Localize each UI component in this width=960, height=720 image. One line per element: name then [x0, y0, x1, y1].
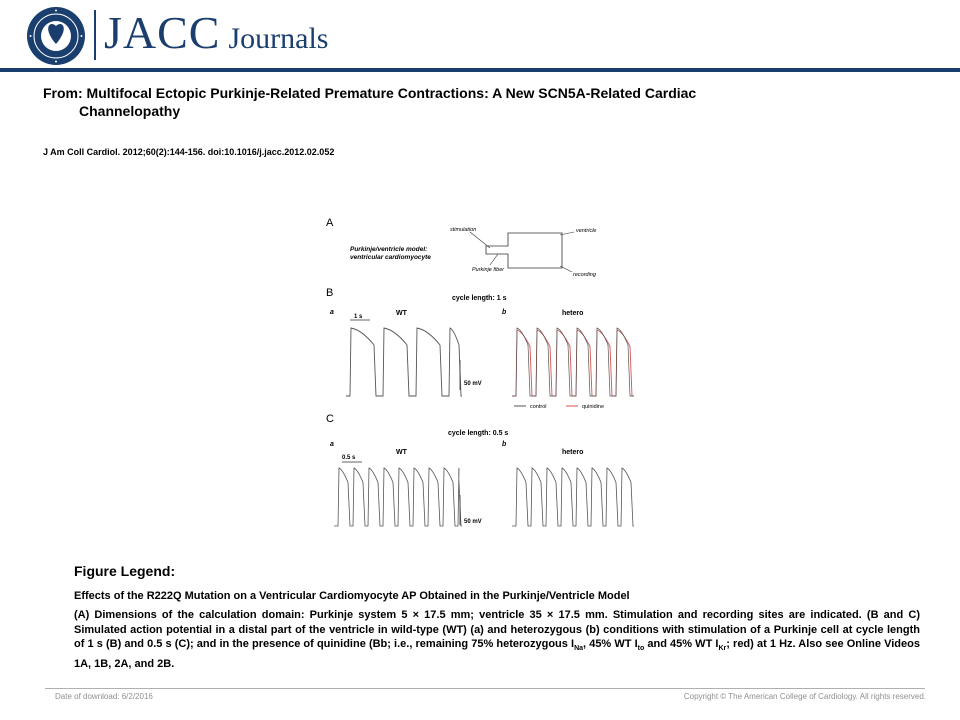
copyright-notice: Copyright © The American College of Cardiology. All rights reserved. — [683, 692, 926, 701]
action-potential-trace — [512, 330, 634, 396]
quinidine-label: quinidine — [582, 404, 605, 410]
purkinje-pointer — [490, 254, 498, 265]
article-title — [43, 84, 843, 120]
stimulation-label: stimulation — [450, 227, 477, 233]
sub-b-label-b: b — [502, 309, 507, 316]
panel-a-label: A — [326, 217, 334, 229]
header-rule — [0, 68, 960, 72]
trace-b-hetero — [512, 328, 634, 396]
trace-c-wt — [334, 468, 462, 526]
scale-b-label: 50 mV — [464, 381, 482, 387]
article-title-line1: From: Multifocal Ectopic Purkinje-Related Premature Contractions: A New SCN5A-Related Cardiac — [43, 85, 697, 101]
action-potential-trace — [334, 468, 462, 526]
legend-sub-kr: Kr — [718, 645, 727, 653]
trace-c-hetero — [512, 468, 634, 526]
sub-b-label-c: b — [502, 441, 507, 448]
recording-pointer — [560, 266, 572, 272]
logo-jacc-text: JACC — [104, 7, 221, 58]
legend-text-1: (A) Dimensions of the calculation domain: Purkinje system 5 × 17.5 mm; ventricle 35 × 17.5 mm. Stimulation and recording sites are indicated. (B and C) Simulated action potential in a distal part of the ventricle in wild-type (WT) (a) and heterozygous (b) conditions with stimulation of a Purkinje cell at cycle length of 1 s (B) and 0.5 s (C); and in the presence of quinidine (Bb; i.e., remaining 75% heterozygous I — [74, 609, 920, 651]
cycle-c-label: cycle length: 0.5 s — [448, 430, 509, 437]
legend-text-2: , 45% WT I — [583, 638, 638, 651]
logo-divider — [94, 10, 96, 60]
panel-c-label: C — [326, 413, 334, 425]
download-date: Date of download: 6/2/2016 — [55, 692, 153, 701]
acc-seal-logo — [26, 6, 86, 66]
legend-text-3: and 45% WT I — [644, 638, 719, 651]
recording-label: recording — [573, 272, 596, 278]
journal-header — [0, 0, 960, 68]
figure-image — [322, 210, 640, 540]
wt-label-b: WT — [396, 310, 407, 317]
domain-outline — [486, 233, 562, 268]
legend-text-4: ; red) at 1 Hz. Also see Online Videos 1A, 1B, 2A, and 2B. — [74, 638, 920, 670]
legend-sub-to: to — [637, 645, 645, 653]
ventricle-label: ventricle — [576, 228, 597, 234]
panel-b-label: B — [326, 287, 334, 299]
hetero-label-c: hetero — [562, 449, 584, 456]
model-sublabel: ventricular cardiomyocyte — [350, 254, 431, 261]
action-potential-trace — [512, 468, 634, 526]
control-label: control — [530, 404, 547, 410]
purkinje-fiber-label: Purkinje fiber — [472, 267, 505, 273]
action-potential-trace — [346, 328, 462, 396]
figure-legend-subtitle: Effects of the R222Q Mutation on a Ventricular Cardiomyocyte AP Obtained in the Purkinje/Ventricle Model — [74, 590, 630, 602]
wt-label-c: WT — [396, 449, 407, 456]
trace-b-wt — [346, 328, 462, 396]
sub-a-label-b: a — [330, 309, 334, 316]
model-label: Purkinje/ventricle model: — [350, 246, 428, 253]
logo-journals-text: Journals — [228, 22, 329, 55]
article-title-line2: Channelopathy — [79, 103, 181, 119]
jacc-journals-logo[interactable] — [104, 6, 328, 59]
article-citation: J Am Coll Cardiol. 2012;60(2):144-156. doi:10.1016/j.jacc.2012.02.052 — [43, 147, 335, 157]
hetero-label-b: hetero — [562, 310, 584, 317]
time-bar-b-label: 1 s — [354, 314, 363, 320]
stimulation-pointer — [470, 232, 490, 248]
time-bar-c-label: 0.5 s — [342, 455, 356, 461]
footer-rule — [45, 688, 925, 689]
figure-legend-title: Figure Legend: — [74, 563, 176, 579]
sub-a-label-c: a — [330, 441, 334, 448]
legend-sub-na: Na — [574, 645, 584, 653]
scale-c-label: 50 mV — [464, 519, 482, 525]
figure-legend-body — [74, 608, 920, 672]
cycle-b-label: cycle length: 1 s — [452, 295, 507, 302]
